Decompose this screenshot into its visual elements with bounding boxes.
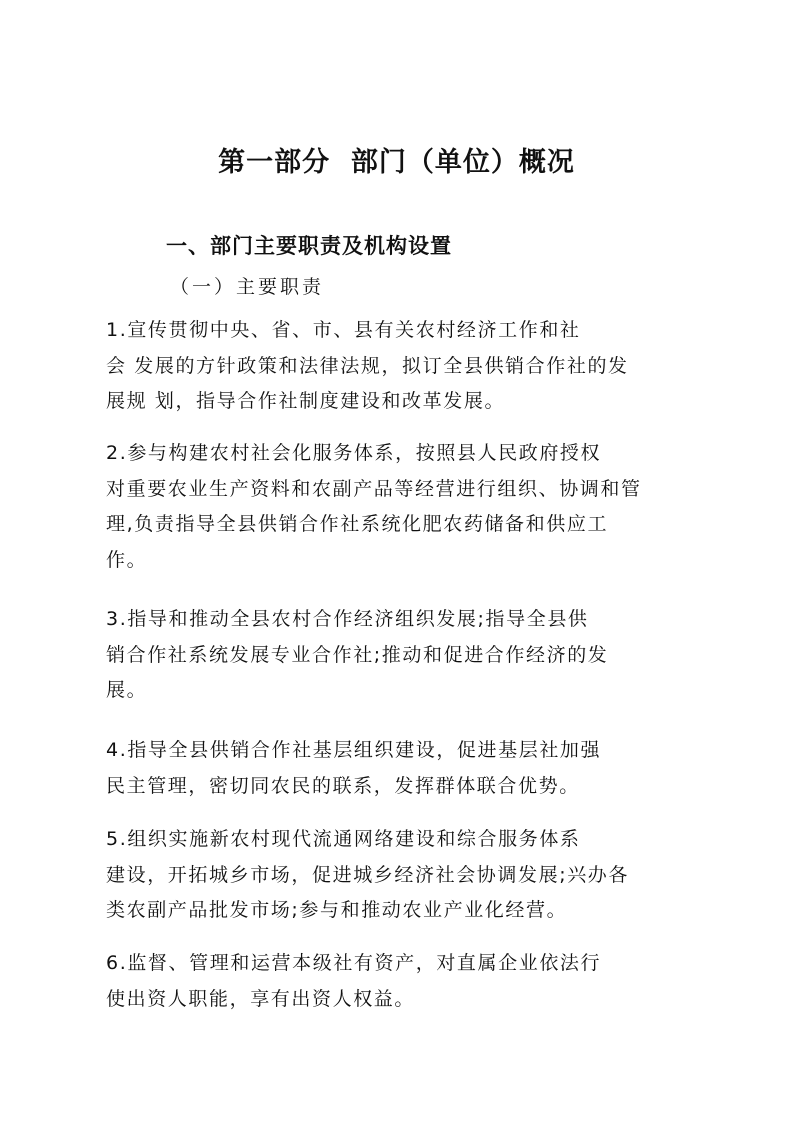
subsection-heading: （一）主要职责 [170,276,325,298]
duty-paragraph-5: 5.组织实施新农村现代流通网络建设和综合服务体系 建设，开拓城乡市场，促进城乡经济社会协调发展;兴办各 类农副产品批发市场;参与和推动农业产业化经营。 [106,828,630,921]
duty-paragraph-6: 6.监督、管理和运营本级社有资产，对直属企业依法行 使出资人职能，享有出资人权益。 [106,952,602,1010]
duty-paragraph-2: 2.参与构建农村社会化服务体系，按照县人民政府授权 对重要农业生产资料和农副产品等经营进行组织、协调和管 理,负责指导全县供销合作社系统化肥农药储备和供应工 作。 [106,442,642,571]
section-heading: 一、部门主要职责及机构设置 [166,234,452,258]
duty-paragraph-1: 1.宣传贯彻中央、省、市、县有关农村经济工作和社 会 发展的方针政策和法律法规，拟订全县供销合作社的发 展规 划，指导合作社制度建设和改革发展。 [106,319,629,412]
duty-paragraph-3: 3.指导和推动全县农村合作经济组织发展;指导全县供 销合作社系统发展专业合作社;推动和促进合作经济的发 展。 [106,608,609,701]
duty-paragraph-4: 4.指导全县供销合作社基层组织建设，促进基层社加强 民主管理，密切同农民的联系，发挥群体联合优势。 [106,739,602,797]
page-title: 第一部分 部门（单位）概况 [218,147,575,178]
